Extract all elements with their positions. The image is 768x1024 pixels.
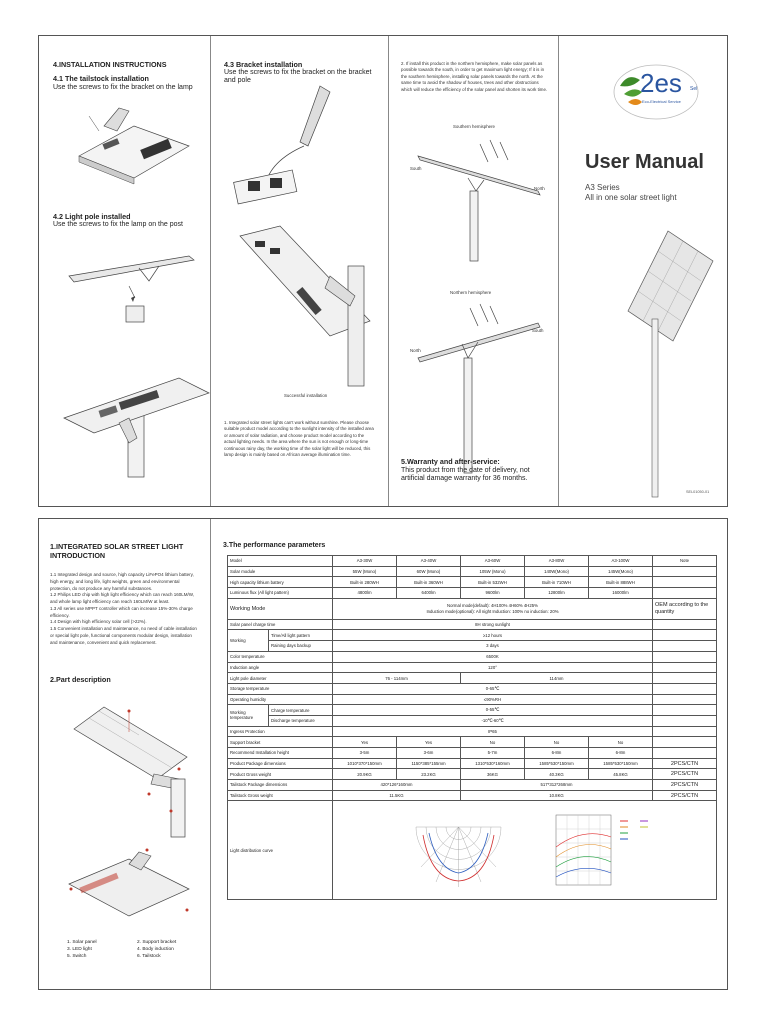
- table-row: [228, 577, 717, 588]
- row-label: Working Mode: [228, 598, 333, 619]
- table-cell: 0-65℃: [333, 683, 653, 694]
- table-row: [228, 790, 717, 801]
- northern-hemisphere-label: Northern hemisphere: [450, 290, 492, 295]
- installation-column-3: [388, 36, 559, 506]
- row-label: Color temperature: [228, 651, 333, 662]
- header-cell: A3-40W: [397, 556, 461, 567]
- row-label: Product Gross weight: [228, 769, 333, 780]
- table-row: [228, 705, 717, 716]
- table-cell: 6400lm: [397, 588, 461, 599]
- table-row: [228, 641, 717, 652]
- table-cell: 114mm: [461, 673, 653, 684]
- table-row: [228, 651, 717, 662]
- table-cell: 12800lm: [525, 588, 589, 599]
- table-cell: 6-8m: [525, 748, 589, 759]
- south-label-bottom: South: [532, 328, 544, 333]
- table-row: [228, 683, 717, 694]
- brand-logo: [606, 64, 706, 120]
- table-cell: Built-in 280WH: [333, 577, 397, 588]
- cover-series: A3 Series: [585, 183, 620, 192]
- header-cell: A3-80W: [525, 556, 589, 567]
- parts-heading: 2.Part description: [50, 675, 111, 684]
- table-cell: 4800lm: [333, 588, 397, 599]
- table-cell: No: [461, 737, 525, 748]
- note-1: 1. Integrated solar street lights can't work without sunshine. Please choose suitable product model according to the sunlight intensity of the installed area or amount of solar radiation, and choose product model according to the actual lighting needs. In the area where the sun is not enough or long-time continuous rainy day, the working time of the solar light will be reduced, this lamp design is mainly based on African average illumination time.: [224, 420, 374, 457]
- row-label: Ingress Protection: [228, 726, 333, 737]
- table-cell: 1585*530*150mm: [589, 758, 653, 769]
- table-row: [228, 630, 717, 641]
- cover-subtitle: All in one solar street light: [585, 193, 677, 202]
- table-cell: 60W (Mono): [397, 566, 461, 577]
- table-cell: 36KG: [461, 769, 525, 780]
- intro-item: 1.1 Integrated design and source, high capacity LiFePO4 lithium battery, high energy, and long life, light weights, green and environmental protection, do not produce any harmful substances.: [50, 572, 194, 591]
- table-cell: 1150*385*155mm: [397, 758, 461, 769]
- north-label-top: North: [534, 186, 545, 191]
- table-cell: 76 - 114mm: [333, 673, 461, 684]
- table-cell: Built-in 888WH: [589, 577, 653, 588]
- row-label: Light distribution curve: [228, 801, 333, 900]
- perf-heading: 3.The performance parameters: [223, 542, 326, 549]
- cover-title: User Manual: [585, 151, 704, 173]
- table-cell: 45.8KG: [589, 769, 653, 780]
- table-row: [228, 715, 717, 726]
- table-row: [228, 662, 717, 673]
- table-row: [228, 769, 717, 780]
- southern-diagram: [408, 136, 548, 266]
- pole-install-illustration: [59, 236, 199, 316]
- intro-item: 1.3 All series use MPPT controller which can increase 15%-30% charge efficiency.: [50, 605, 193, 618]
- table-cell: 517*312*268mm: [461, 780, 653, 791]
- light-pole-title: 4.2 Light pole installed: [53, 212, 131, 221]
- success-caption: Successful installation: [284, 393, 328, 398]
- row-label: Light pole diameter: [228, 673, 333, 684]
- solar-street-light-illustration: [618, 231, 713, 501]
- working-mode-cell: [333, 598, 653, 619]
- table-cell: 20.9KG: [333, 769, 397, 780]
- table-row: [228, 598, 717, 619]
- row-label: Solar module: [228, 566, 333, 577]
- south-label-top: South: [410, 166, 422, 171]
- header-cell: A3-60W: [461, 556, 525, 567]
- table-cell: [653, 673, 717, 684]
- table-cell: 6-8m: [589, 748, 653, 759]
- table-cell: ≤90%RH: [333, 694, 653, 705]
- table-row: [228, 566, 717, 577]
- intro-list: [50, 572, 198, 646]
- table-cell: [653, 705, 717, 716]
- table-cell: Built-in 532WH: [461, 577, 525, 588]
- intro-column: [39, 519, 211, 989]
- table-cell: No: [525, 737, 589, 748]
- table-cell: 23.2KG: [397, 769, 461, 780]
- table-cell: [653, 619, 717, 630]
- table-cell: Yes: [397, 737, 461, 748]
- table-cell: 420*126*160mm: [333, 780, 461, 791]
- table-cell: [653, 715, 717, 726]
- top-sheet: [38, 35, 728, 507]
- tailstock-title: 4.1 The tailstock installation: [53, 74, 149, 83]
- intro-item: 1.4 Design with high efficiency solar cell (>22%).: [50, 619, 147, 625]
- legend-item: 4. Body induction: [137, 947, 174, 953]
- row-label: Recommend Installation height: [228, 748, 333, 759]
- table-cell: 140W(Mono): [525, 566, 589, 577]
- header-cell: Note: [653, 556, 717, 567]
- cover-column: [558, 36, 727, 506]
- light-pole-text: Use the screws to fix the lamp on the post: [53, 221, 183, 228]
- row-label: Working temperature: [228, 705, 269, 726]
- legend-item: 2. Support bracket: [137, 940, 177, 945]
- table-cell: 145W(Mono): [589, 566, 653, 577]
- header-cell: Model: [228, 556, 333, 567]
- row-label: Operating humidity: [228, 694, 333, 705]
- table-cell: No: [589, 737, 653, 748]
- table-cell: 40.3KG: [525, 769, 589, 780]
- row-label: Time/All light pattern: [269, 630, 333, 641]
- logo-tagline: Eco-Electrical Service: [642, 99, 681, 104]
- mode-line-2: Induction mode(optional): All night Induction: 100% no induction: 20%: [426, 608, 559, 614]
- performance-table: [227, 555, 717, 900]
- row-label: Working: [228, 630, 269, 651]
- intro-heading: 1.INTEGRATED SOLAR STREET LIGHT INTRODUCTION: [50, 542, 184, 561]
- row-label: Tailstock Package dimensions: [228, 780, 333, 791]
- table-cell: 8H strong sunlight: [333, 619, 653, 630]
- bracket-illustration: [260, 86, 370, 206]
- warranty-text: This product from the date of delivery, not artificial damage warranty for 36 months.: [401, 467, 530, 483]
- header-cell: A3-100W: [589, 556, 653, 567]
- intro-item: 1.2 Philips LED chip with high light efficiency which can reach 160LM/W, and whole lamp light efficiency can reach 160LM/W at least.: [50, 592, 194, 604]
- table-cell: 2PCS/CTN: [653, 769, 717, 780]
- row-label: Luminous flux (All light pattern): [228, 588, 333, 599]
- table-cell: [653, 566, 717, 577]
- table-row: [228, 801, 717, 900]
- installation-heading: 4.INSTALLATION INSTRUCTIONS: [53, 60, 167, 69]
- table-row: [228, 588, 717, 599]
- table-cell: 3-5m: [333, 748, 397, 759]
- table-cell: [653, 737, 717, 748]
- bracket-title: 4.3 Bracket installation: [224, 60, 303, 69]
- legend-item: 5. Switch: [67, 954, 87, 960]
- table-cell: 2PCS/CTN: [653, 790, 717, 801]
- table-cell: 2PCS/CTN: [653, 758, 717, 769]
- table-cell: 0-55℃: [333, 705, 653, 716]
- table-cell: 2PCS/CTN: [653, 780, 717, 791]
- table-cell: 11.5KG: [333, 790, 461, 801]
- bracket-text: Use the screws to fix the bracket on the bracket and pole: [224, 69, 372, 85]
- row-label: Solar panel charge time: [228, 619, 333, 630]
- bracket-lamp-illustration: [230, 226, 380, 386]
- table-row: [228, 556, 717, 567]
- table-cell: [653, 726, 717, 737]
- table-cell: -10℃-60℃: [333, 715, 653, 726]
- legend-item: 3. LED light: [67, 947, 92, 953]
- installation-column-2: [210, 36, 389, 506]
- table-cell: 55W (Mono): [333, 566, 397, 577]
- performance-table-wrap: [227, 555, 716, 900]
- polar-curve-chart: [411, 807, 506, 895]
- row-label: Induction angle: [228, 662, 333, 673]
- table-cell: [653, 588, 717, 599]
- table-cell: [653, 748, 717, 759]
- row-label: Discharge temperature: [269, 715, 333, 726]
- row-label: High capacity lithium battery: [228, 577, 333, 588]
- oem-note: OEM according to the quantity: [653, 598, 717, 619]
- table-row: [228, 758, 717, 769]
- table-cell: IP65: [333, 726, 653, 737]
- table-row: [228, 726, 717, 737]
- performance-column: [210, 519, 727, 989]
- table-cell: 9600lm: [461, 588, 525, 599]
- north-label-bottom: North: [410, 348, 421, 353]
- table-row: [228, 619, 717, 630]
- isolux-chart: [548, 807, 663, 895]
- light-distribution-cell: [333, 801, 717, 900]
- table-cell: 105W (Mono): [461, 566, 525, 577]
- doc-code: SEL01050-01: [686, 490, 710, 494]
- table-row: [228, 694, 717, 705]
- table-cell: 1010*370*150mm: [333, 758, 397, 769]
- table-row: [228, 737, 717, 748]
- header-cell: A3-30W: [333, 556, 397, 567]
- row-label: Support bracket: [228, 737, 333, 748]
- table-cell: ≥12 hours: [333, 630, 653, 641]
- row-label: Tailstock Gross weight: [228, 790, 333, 801]
- note-2: 2. If install this product in the northern hemisphere, make solar panels as possible towards the south, in order to get maximum light energy; If it is in the southern hemisphere, installing solar panels towards the north. At the same time to avoid the shadow of houses, trees and other obstructions which will reduce the efficiency of the solar panel and shorten its work time.: [401, 61, 548, 92]
- row-label: Raining days backup: [269, 641, 333, 652]
- table-cell: Yes: [333, 737, 397, 748]
- northern-diagram: [408, 298, 548, 478]
- legend-item: 6. Tailstock: [137, 954, 161, 960]
- row-label: Charge temperature: [269, 705, 333, 716]
- row-label: Storage temperature: [228, 683, 333, 694]
- table-cell: 3-6m: [397, 748, 461, 759]
- table-cell: [653, 683, 717, 694]
- tailstock-text: Use the screws to fix the bracket on the lamp: [53, 84, 193, 91]
- table-cell: [653, 641, 717, 652]
- table-cell: 5-7m: [461, 748, 525, 759]
- table-row: [228, 748, 717, 759]
- tailstock-illustration: [59, 106, 199, 186]
- table-cell: 3 days: [333, 641, 653, 652]
- table-row: [228, 780, 717, 791]
- row-label: Product Package dimensions: [228, 758, 333, 769]
- part-diagram-bottom: [59, 844, 199, 924]
- table-cell: 1310*530*160mm: [461, 758, 525, 769]
- warranty-title: 5.Warranty and after-service:: [401, 457, 500, 466]
- table-cell: [653, 694, 717, 705]
- southern-hemisphere-label: Southern hemisphere: [453, 124, 495, 129]
- bottom-sheet: [38, 518, 728, 990]
- mode-line-1: Normal mode(default): 4H100% 4H60% 4H25%: [447, 602, 538, 608]
- logo-text: 2es: [640, 68, 682, 98]
- table-cell: [653, 577, 717, 588]
- lamp-on-pole-illustration: [59, 368, 209, 468]
- table-cell: [653, 651, 717, 662]
- table-cell: 10.8KG: [461, 790, 653, 801]
- table-cell: 1585*530*150mm: [525, 758, 589, 769]
- table-cell: [653, 630, 717, 641]
- table-cell: Built-in 360WH: [397, 577, 461, 588]
- part-diagram-top: [59, 699, 199, 839]
- parts-legend: [67, 939, 207, 961]
- table-cell: 6500K: [333, 651, 653, 662]
- installation-column-1: [39, 36, 211, 506]
- table-cell: 120°: [333, 662, 653, 673]
- table-cell: 16000lm: [589, 588, 653, 599]
- table-row: [228, 673, 717, 684]
- legend-item: 1. Solar panel: [67, 940, 97, 945]
- logo-suffix: Sel: [690, 86, 698, 92]
- table-cell: Built-in 710WH: [525, 577, 589, 588]
- intro-item: 1.5 Convenient installation and maintenance, no need of cable installation or special light pole, functional components modular design, installation and maintenance, convenient and quick replacement.: [50, 626, 197, 645]
- table-cell: [653, 662, 717, 673]
